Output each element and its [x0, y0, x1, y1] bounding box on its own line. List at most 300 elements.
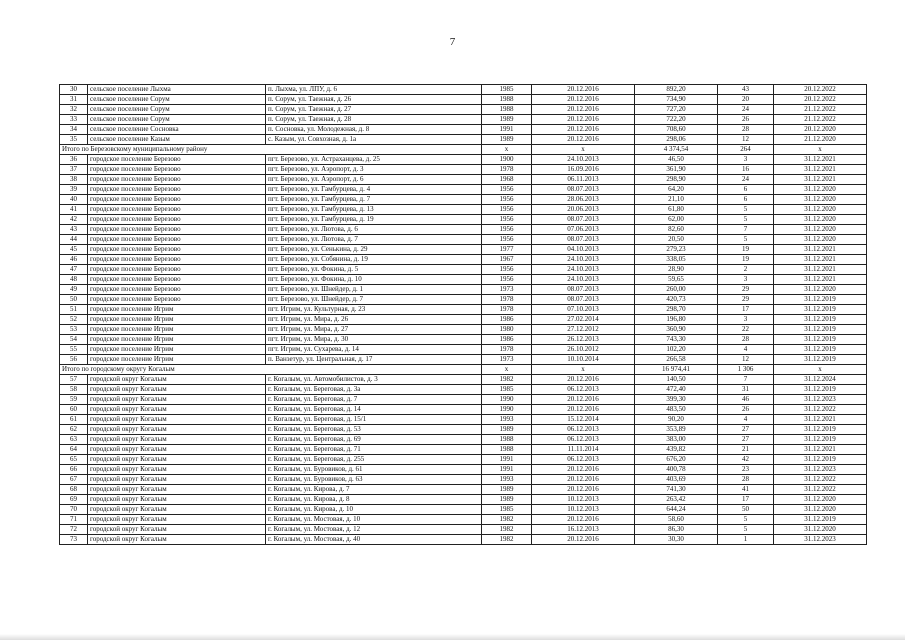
date-cell: 15.12.2014: [532, 415, 635, 425]
settlement-cell: городское поселение Березово: [88, 255, 266, 265]
settlement-cell: городское поселение Игрим: [88, 305, 266, 315]
residents-cell: 3: [718, 275, 774, 285]
address-cell: пгт. Березово, ул. Гамбурцева, д. 19: [266, 215, 482, 225]
table-row: [60, 325, 867, 335]
date-cell: 16.09.2016: [532, 165, 635, 175]
row-number: 47: [60, 265, 88, 275]
deadline-cell: 31.12.2019: [774, 425, 867, 435]
row-number: 57: [60, 375, 88, 385]
address-cell: пгт. Игрим, ул. Культурная, д. 23: [266, 305, 482, 315]
settlement-cell: городской округ Когалым: [88, 425, 266, 435]
residents-cell: 21: [718, 445, 774, 455]
settlement-cell: городской округ Когалым: [88, 495, 266, 505]
table-row: [60, 175, 867, 185]
date-cell: 20.12.2016: [532, 135, 635, 145]
settlement-cell: городское поселение Березово: [88, 265, 266, 275]
address-cell: пгт. Березово, ул. Аэропорт, д. 3: [266, 165, 482, 175]
area-cell: 82,60: [635, 225, 718, 235]
year-cell: 1988: [482, 95, 532, 105]
table-row: [60, 435, 867, 445]
address-cell: г. Когалым, ул. Кирова, д. 10: [266, 505, 482, 515]
year-cell: 1967: [482, 255, 532, 265]
date-cell: 26.10.2012: [532, 345, 635, 355]
area-cell: 361,90: [635, 165, 718, 175]
deadline-cell: 21.12.2022: [774, 115, 867, 125]
area-cell: 298,70: [635, 305, 718, 315]
date-cell: 04.10.2013: [532, 245, 635, 255]
area-cell: 64,20: [635, 185, 718, 195]
date-cell: 16.12.2013: [532, 525, 635, 535]
settlement-cell: городской округ Когалым: [88, 465, 266, 475]
year-cell: 1990: [482, 405, 532, 415]
area-cell: 102,20: [635, 345, 718, 355]
total-area: 4 374,54: [635, 145, 718, 155]
date-cell: 10.12.2013: [532, 495, 635, 505]
row-number: 54: [60, 335, 88, 345]
row-number: 63: [60, 435, 88, 445]
deadline-cell: 31.12.2020: [774, 235, 867, 245]
area-cell: 741,30: [635, 485, 718, 495]
date-cell: 10.10.2014: [532, 355, 635, 365]
address-cell: пгт. Березово, ул. Гамбурцева, д. 7: [266, 195, 482, 205]
address-cell: п. Лыхма, ул. ЛПУ, д. 6: [266, 85, 482, 95]
date-cell: 06.11.2013: [532, 175, 635, 185]
year-cell: 1993: [482, 415, 532, 425]
settlement-cell: городское поселение Березово: [88, 185, 266, 195]
residents-cell: 43: [718, 85, 774, 95]
total-row: [60, 145, 867, 155]
settlement-cell: городской округ Когалым: [88, 475, 266, 485]
row-number: 41: [60, 205, 88, 215]
row-number: 31: [60, 95, 88, 105]
table-row: [60, 515, 867, 525]
deadline-cell: 31.12.2021: [774, 445, 867, 455]
area-cell: 360,90: [635, 325, 718, 335]
total-date: x: [532, 365, 635, 375]
table-row: [60, 265, 867, 275]
date-cell: 20.12.2016: [532, 85, 635, 95]
area-cell: 260,00: [635, 285, 718, 295]
deadline-cell: 31.12.2021: [774, 165, 867, 175]
deadline-cell: 31.12.2020: [774, 215, 867, 225]
date-cell: 24.10.2013: [532, 255, 635, 265]
address-cell: пгт. Березово, ул. Лютова, д. 7: [266, 235, 482, 245]
deadline-cell: 31.12.2019: [774, 455, 867, 465]
year-cell: 1956: [482, 195, 532, 205]
residents-cell: 28: [718, 475, 774, 485]
table-row: [60, 405, 867, 415]
table-row: [60, 495, 867, 505]
address-cell: пгт. Березово, ул. Собянина, д. 19: [266, 255, 482, 265]
area-cell: 20,50: [635, 235, 718, 245]
deadline-cell: 31.12.2020: [774, 185, 867, 195]
area-cell: 403,69: [635, 475, 718, 485]
settlement-cell: городское поселение Березово: [88, 175, 266, 185]
row-number: 71: [60, 515, 88, 525]
deadline-cell: 31.12.2021: [774, 255, 867, 265]
deadline-cell: 31.12.2021: [774, 245, 867, 255]
area-cell: 62,00: [635, 215, 718, 225]
address-cell: пгт. Березово, ул. Лютова, д. 6: [266, 225, 482, 235]
address-cell: с. Казым, ул. Совхозная, д. 1а: [266, 135, 482, 145]
table-row: [60, 195, 867, 205]
area-cell: 61,80: [635, 205, 718, 215]
area-cell: 140,50: [635, 375, 718, 385]
settlement-cell: городское поселение Березово: [88, 285, 266, 295]
table-row: [60, 425, 867, 435]
settlement-cell: городской округ Когалым: [88, 385, 266, 395]
table-row: [60, 245, 867, 255]
row-number: 32: [60, 105, 88, 115]
table-row: [60, 355, 867, 365]
settlement-cell: городское поселение Березово: [88, 165, 266, 175]
total-deadline: x: [774, 145, 867, 155]
residents-cell: 4: [718, 415, 774, 425]
address-cell: пгт. Березово, ул. Аэропорт, д. 6: [266, 175, 482, 185]
settlement-cell: городское поселение Березово: [88, 155, 266, 165]
date-cell: 07.10.2013: [532, 305, 635, 315]
address-cell: п. Сорум, ул. Таежная, д. 26: [266, 95, 482, 105]
area-cell: 30,30: [635, 535, 718, 545]
settlement-cell: городское поселение Игрим: [88, 315, 266, 325]
settlement-cell: сельское поселение Сорум: [88, 95, 266, 105]
total-label: Итого по городскому округу Когалым: [60, 365, 482, 375]
row-number: 38: [60, 175, 88, 185]
deadline-cell: 31.12.2020: [774, 225, 867, 235]
date-cell: 20.12.2016: [532, 535, 635, 545]
total-year: x: [482, 145, 532, 155]
date-cell: 10.12.2013: [532, 505, 635, 515]
residents-cell: 22: [718, 325, 774, 335]
page-number: 7: [449, 36, 456, 48]
date-cell: 06.12.2013: [532, 425, 635, 435]
residents-cell: 29: [718, 295, 774, 305]
residents-cell: 3: [718, 315, 774, 325]
year-cell: 1988: [482, 445, 532, 455]
row-number: 55: [60, 345, 88, 355]
year-cell: 1978: [482, 305, 532, 315]
address-cell: пгт. Березово, ул. Астраханцева, д. 25: [266, 155, 482, 165]
deadline-cell: 31.12.2023: [774, 395, 867, 405]
deadline-cell: 20.12.2020: [774, 125, 867, 135]
table-row: [60, 85, 867, 95]
total-residents: 1 306: [718, 365, 774, 375]
address-cell: г. Когалым, ул. Буровиков, д. 61: [266, 465, 482, 475]
table-row: [60, 125, 867, 135]
table-row: [60, 525, 867, 535]
table-row: [60, 485, 867, 495]
residents-cell: 2: [718, 265, 774, 275]
deadline-cell: 31.12.2022: [774, 405, 867, 415]
residents-cell: 20: [718, 95, 774, 105]
settlement-cell: городское поселение Березово: [88, 215, 266, 225]
area-cell: 298,06: [635, 135, 718, 145]
table-row: [60, 135, 867, 145]
table-row: [60, 295, 867, 305]
area-cell: 644,24: [635, 505, 718, 515]
table-row: [60, 465, 867, 475]
year-cell: 1990: [482, 395, 532, 405]
residents-cell: 24: [718, 105, 774, 115]
year-cell: 1993: [482, 475, 532, 485]
residents-cell: 50: [718, 505, 774, 515]
table-row: [60, 255, 867, 265]
year-cell: 1991: [482, 465, 532, 475]
date-cell: 26.12.2013: [532, 335, 635, 345]
residents-cell: 46: [718, 395, 774, 405]
date-cell: 20.12.2016: [532, 395, 635, 405]
deadline-cell: 21.12.2022: [774, 105, 867, 115]
settlement-cell: городской округ Когалым: [88, 405, 266, 415]
year-cell: 1956: [482, 215, 532, 225]
address-cell: г. Когалым, ул. Береговая, д. 14: [266, 405, 482, 415]
total-date: x: [532, 145, 635, 155]
total-year: x: [482, 365, 532, 375]
year-cell: 1985: [482, 505, 532, 515]
year-cell: 1968: [482, 175, 532, 185]
row-number: 70: [60, 505, 88, 515]
row-number: 36: [60, 155, 88, 165]
table-row: [60, 305, 867, 315]
residents-cell: 27: [718, 435, 774, 445]
deadline-cell: 31.12.2020: [774, 525, 867, 535]
date-cell: 11.11.2014: [532, 445, 635, 455]
table-row: [60, 115, 867, 125]
residents-cell: 42: [718, 455, 774, 465]
settlement-cell: городское поселение Березово: [88, 205, 266, 215]
residents-cell: 16: [718, 165, 774, 175]
settlement-cell: городской округ Когалым: [88, 435, 266, 445]
settlement-cell: городское поселение Игрим: [88, 335, 266, 345]
residents-cell: 17: [718, 305, 774, 315]
residents-cell: 7: [718, 375, 774, 385]
year-cell: 1956: [482, 275, 532, 285]
row-number: 51: [60, 305, 88, 315]
address-cell: пгт. Березово, ул. Фокина, д. 10: [266, 275, 482, 285]
settlement-cell: городской округ Когалым: [88, 515, 266, 525]
address-cell: г. Когалым, ул. Береговая, д. 71: [266, 445, 482, 455]
row-number: 66: [60, 465, 88, 475]
residents-cell: 4: [718, 345, 774, 355]
table-row: [60, 275, 867, 285]
address-cell: г. Когалым, ул. Береговая, д. 3а: [266, 385, 482, 395]
year-cell: 1977: [482, 245, 532, 255]
area-cell: 266,58: [635, 355, 718, 365]
deadline-cell: 20.12.2022: [774, 95, 867, 105]
area-cell: 59,65: [635, 275, 718, 285]
residents-cell: 5: [718, 525, 774, 535]
date-cell: 20.12.2016: [532, 465, 635, 475]
area-cell: 263,42: [635, 495, 718, 505]
date-cell: 27.12.2012: [532, 325, 635, 335]
row-number: 35: [60, 135, 88, 145]
area-cell: 90,20: [635, 415, 718, 425]
settlement-cell: городской округ Когалым: [88, 375, 266, 385]
total-residents: 264: [718, 145, 774, 155]
table-row: [60, 375, 867, 385]
date-cell: 24.10.2013: [532, 265, 635, 275]
deadline-cell: 31.12.2021: [774, 155, 867, 165]
year-cell: 1956: [482, 235, 532, 245]
deadline-cell: 31.12.2024: [774, 375, 867, 385]
row-number: 67: [60, 475, 88, 485]
year-cell: 1973: [482, 355, 532, 365]
row-number: 34: [60, 125, 88, 135]
total-label: Итого по Березовскому муниципальному району: [60, 145, 482, 155]
row-number: 59: [60, 395, 88, 405]
residents-cell: 41: [718, 485, 774, 495]
deadline-cell: 20.12.2022: [774, 85, 867, 95]
residents-cell: 5: [718, 215, 774, 225]
residents-cell: 27: [718, 425, 774, 435]
table-row: [60, 345, 867, 355]
year-cell: 1985: [482, 385, 532, 395]
row-number: 33: [60, 115, 88, 125]
area-cell: 420,73: [635, 295, 718, 305]
address-cell: пгт. Березово, ул. Шнейдер, д. 1: [266, 285, 482, 295]
settlement-cell: городское поселение Березово: [88, 225, 266, 235]
date-cell: 06.12.2013: [532, 435, 635, 445]
scan-edge: [0, 634, 905, 640]
residents-cell: 5: [718, 205, 774, 215]
area-cell: 400,78: [635, 465, 718, 475]
row-number: 72: [60, 525, 88, 535]
date-cell: 20.12.2016: [532, 115, 635, 125]
row-number: 40: [60, 195, 88, 205]
settlement-cell: городской округ Когалым: [88, 445, 266, 455]
residents-cell: 12: [718, 355, 774, 365]
year-cell: 1982: [482, 535, 532, 545]
date-cell: 27.02.2014: [532, 315, 635, 325]
settlement-cell: городское поселение Игрим: [88, 325, 266, 335]
address-cell: г. Когалым, ул. Буровиков, д. 63: [266, 475, 482, 485]
deadline-cell: 31.12.2019: [774, 325, 867, 335]
settlement-cell: городское поселение Игрим: [88, 355, 266, 365]
row-number: 56: [60, 355, 88, 365]
area-cell: 483,50: [635, 405, 718, 415]
row-number: 65: [60, 455, 88, 465]
address-cell: пгт. Березово, ул. Сенькина, д. 29: [266, 245, 482, 255]
year-cell: 1956: [482, 265, 532, 275]
address-cell: пгт. Березово, ул. Гамбурцева, д. 4: [266, 185, 482, 195]
residents-cell: 31: [718, 385, 774, 395]
deadline-cell: 31.12.2021: [774, 265, 867, 275]
residents-cell: 26: [718, 115, 774, 125]
date-cell: 20.06.2013: [532, 205, 635, 215]
address-cell: г. Когалым, ул. Береговая, д. 69: [266, 435, 482, 445]
table-row: [60, 335, 867, 345]
table-row: [60, 205, 867, 215]
address-cell: г. Когалым, ул. Мостовая, д. 12: [266, 525, 482, 535]
settlement-cell: городской округ Когалым: [88, 505, 266, 515]
area-cell: 743,30: [635, 335, 718, 345]
deadline-cell: 31.12.2021: [774, 175, 867, 185]
settlement-cell: городской округ Когалым: [88, 535, 266, 545]
area-cell: 439,82: [635, 445, 718, 455]
table-row: [60, 505, 867, 515]
row-number: 50: [60, 295, 88, 305]
settlement-cell: городское поселение Березово: [88, 195, 266, 205]
address-cell: г. Когалым, ул. Береговая, д. 7: [266, 395, 482, 405]
address-cell: пгт. Игрим, ул. Сухарева, д. 14: [266, 345, 482, 355]
date-cell: 24.10.2013: [532, 155, 635, 165]
area-cell: 722,20: [635, 115, 718, 125]
year-cell: 1980: [482, 325, 532, 335]
area-cell: 676,20: [635, 455, 718, 465]
area-cell: 383,00: [635, 435, 718, 445]
area-cell: 892,20: [635, 85, 718, 95]
table-row: [60, 285, 867, 295]
address-cell: г. Когалым, ул. Мостовая, д. 40: [266, 535, 482, 545]
residents-cell: 6: [718, 185, 774, 195]
year-cell: 1956: [482, 225, 532, 235]
year-cell: 1989: [482, 485, 532, 495]
residents-cell: 28: [718, 125, 774, 135]
address-cell: г. Когалым, ул. Мостовая, д. 10: [266, 515, 482, 525]
area-cell: 399,30: [635, 395, 718, 405]
row-number: 44: [60, 235, 88, 245]
total-area: 16 974,41: [635, 365, 718, 375]
address-cell: п. Сорум, ул. Таежная, д. 28: [266, 115, 482, 125]
date-cell: 20.12.2016: [532, 485, 635, 495]
deadline-cell: 31.12.2020: [774, 285, 867, 295]
year-cell: 1985: [482, 85, 532, 95]
area-cell: 338,05: [635, 255, 718, 265]
row-number: 62: [60, 425, 88, 435]
settlement-cell: городской округ Когалым: [88, 395, 266, 405]
table-row: [60, 385, 867, 395]
date-cell: 08.07.2013: [532, 285, 635, 295]
row-number: 68: [60, 485, 88, 495]
deadline-cell: 31.12.2022: [774, 485, 867, 495]
table-row: [60, 455, 867, 465]
year-cell: 1982: [482, 525, 532, 535]
deadline-cell: 31.12.2021: [774, 275, 867, 285]
deadline-cell: 31.12.2019: [774, 385, 867, 395]
row-number: 48: [60, 275, 88, 285]
year-cell: 1991: [482, 455, 532, 465]
deadline-cell: 31.12.2020: [774, 505, 867, 515]
table-row: [60, 95, 867, 105]
settlement-cell: городское поселение Березово: [88, 245, 266, 255]
area-cell: 734,90: [635, 95, 718, 105]
year-cell: 1900: [482, 155, 532, 165]
row-number: 60: [60, 405, 88, 415]
residents-cell: 5: [718, 235, 774, 245]
row-number: 43: [60, 225, 88, 235]
address-cell: г. Когалым, ул. Автомобилистов, д. 3: [266, 375, 482, 385]
date-cell: 20.12.2016: [532, 515, 635, 525]
housing-register-table: [59, 84, 867, 545]
row-number: 49: [60, 285, 88, 295]
date-cell: 06.12.2013: [532, 385, 635, 395]
date-cell: 08.07.2013: [532, 185, 635, 195]
row-number: 46: [60, 255, 88, 265]
settlement-cell: городское поселение Игрим: [88, 345, 266, 355]
residents-cell: 6: [718, 195, 774, 205]
address-cell: г. Когалым, ул. Береговая, д. 15/1: [266, 415, 482, 425]
row-number: 69: [60, 495, 88, 505]
row-number: 37: [60, 165, 88, 175]
deadline-cell: 31.12.2019: [774, 295, 867, 305]
date-cell: 28.06.2013: [532, 195, 635, 205]
year-cell: 1986: [482, 315, 532, 325]
year-cell: 1982: [482, 515, 532, 525]
residents-cell: 12: [718, 135, 774, 145]
settlement-cell: городской округ Когалым: [88, 455, 266, 465]
area-cell: 21,10: [635, 195, 718, 205]
total-row: [60, 365, 867, 375]
